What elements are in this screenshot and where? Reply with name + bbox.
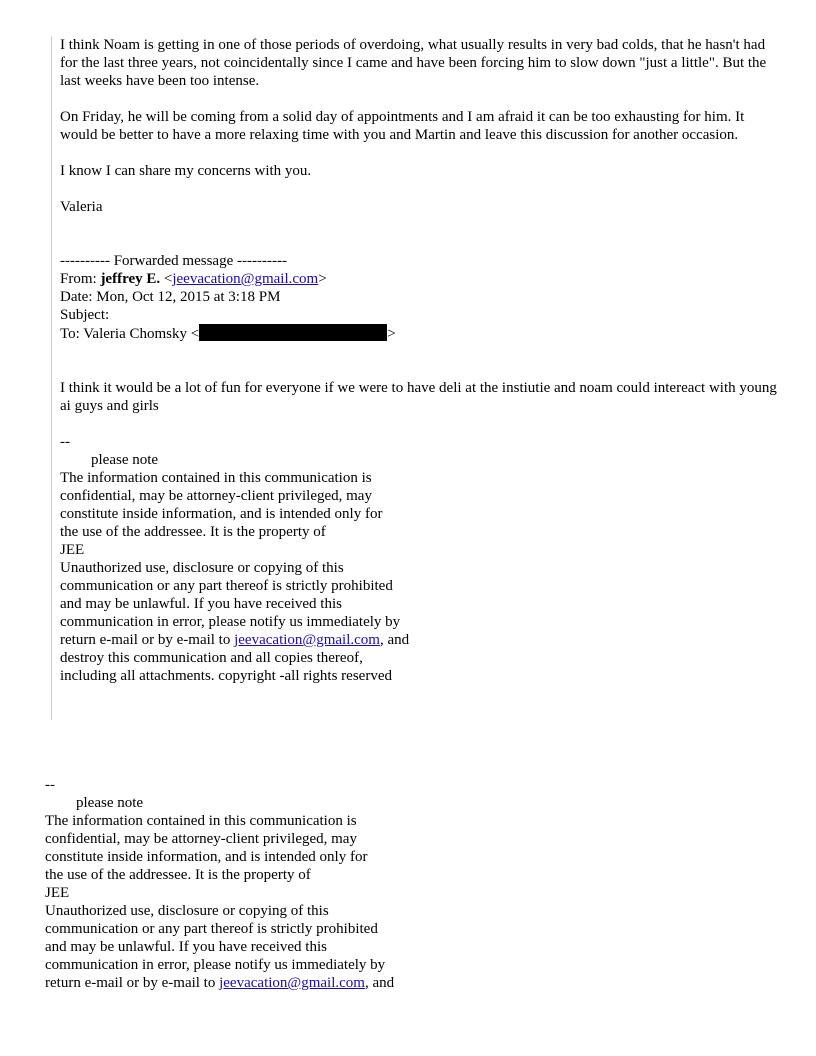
signature-line: including all attachments. copyright -all rights reserved <box>60 668 392 684</box>
to-label: To: Valeria Chomsky < <box>60 326 200 342</box>
signature-line: the use of the addressee. It is the property of <box>45 867 311 883</box>
to-close: > <box>387 326 396 342</box>
signature-email-link[interactable]: jeevacation@gmail.com <box>219 975 365 991</box>
signature-line: communication or any part thereof is strictly prohibited <box>45 921 378 937</box>
redaction-bar <box>199 324 387 341</box>
signature-line: destroy this communication and all copies thereof, <box>60 650 363 666</box>
forwarded-header <box>60 252 781 343</box>
reply-paragraph-2: On Friday, he will be coming from a solid day of appointments and I am afraid it can be too exhausting for him. It would be better to have a more relaxing time with you and Martin and leave this discussion for another occasion. <box>60 109 745 143</box>
reply-paragraph-3: I know I can share my concerns with you. <box>60 163 312 179</box>
forwarded-divider: ---------- Forwarded message ---------- <box>60 253 287 269</box>
signature-note: please note <box>91 452 159 468</box>
from-label: From: <box>60 271 101 287</box>
reply-paragraph-1: I think Noam is getting in one of those periods of overdoing, what usually results in very bad colds, that he hasn't had for the last three years, not coincidentally since I came and have been forcing him to slow down "just a little". But the last weeks have been too intense. <box>60 37 767 89</box>
reply-signoff: Valeria <box>60 199 103 215</box>
signature-line: confidential, may be attorney-client privileged, may <box>60 488 372 504</box>
signature-line: the use of the addressee. It is the property of <box>60 524 326 540</box>
signature-line: constitute inside information, and is intended only for <box>60 506 383 522</box>
date-line: Date: Mon, Oct 12, 2015 at 3:18 PM <box>60 289 281 305</box>
from-name: jeffrey E. <box>100 271 161 287</box>
signature-email-suffix: , and <box>379 632 410 648</box>
signature-line: communication in error, please notify us immediately by <box>45 957 386 973</box>
inner-signature <box>60 433 440 685</box>
signature-line: confidential, may be attorney-client privileged, may <box>45 831 357 847</box>
subject-line: Subject: <box>60 307 110 323</box>
signature-dashes: -- <box>45 777 55 793</box>
signature-email-line <box>60 631 440 649</box>
signature-email-prefix: return e-mail or by e-mail to <box>60 632 235 648</box>
to-line <box>60 324 781 343</box>
signature-line: JEE <box>60 542 85 558</box>
signature-email-line <box>45 974 425 992</box>
signature-line: Unauthorized use, disclosure or copying of this <box>45 903 329 919</box>
from-email-link[interactable]: jeevacation@gmail.com <box>172 271 319 287</box>
signature-line: JEE <box>45 885 70 901</box>
signature-line: The information contained in this communication is <box>45 813 357 829</box>
outer-signature <box>45 776 425 992</box>
signature-line: communication in error, please notify us immediately by <box>60 614 401 630</box>
signature-line: The information contained in this communication is <box>60 470 372 486</box>
signature-email-prefix: return e-mail or by e-mail to <box>45 975 220 991</box>
signature-dashes: -- <box>60 434 70 450</box>
signature-line: constitute inside information, and is intended only for <box>45 849 368 865</box>
signature-line: and may be unlawful. If you have received this <box>60 596 342 612</box>
quoted-message <box>51 36 781 720</box>
signature-email-link[interactable]: jeevacation@gmail.com <box>234 632 380 648</box>
signature-line: communication or any part thereof is strictly prohibited <box>60 578 393 594</box>
signature-line: and may be unlawful. If you have received this <box>45 939 327 955</box>
forwarded-body: I think it would be a lot of fun for everyone if we were to have deli at the instiutie and noam could intereact with young ai guys and girls <box>60 380 777 414</box>
signature-note: please note <box>76 795 144 811</box>
from-line: From: jeffrey E. <jeevacation@gmail.com> <box>60 271 327 287</box>
signature-line: Unauthorized use, disclosure or copying of this <box>60 560 344 576</box>
signature-email-suffix: , and <box>364 975 395 991</box>
